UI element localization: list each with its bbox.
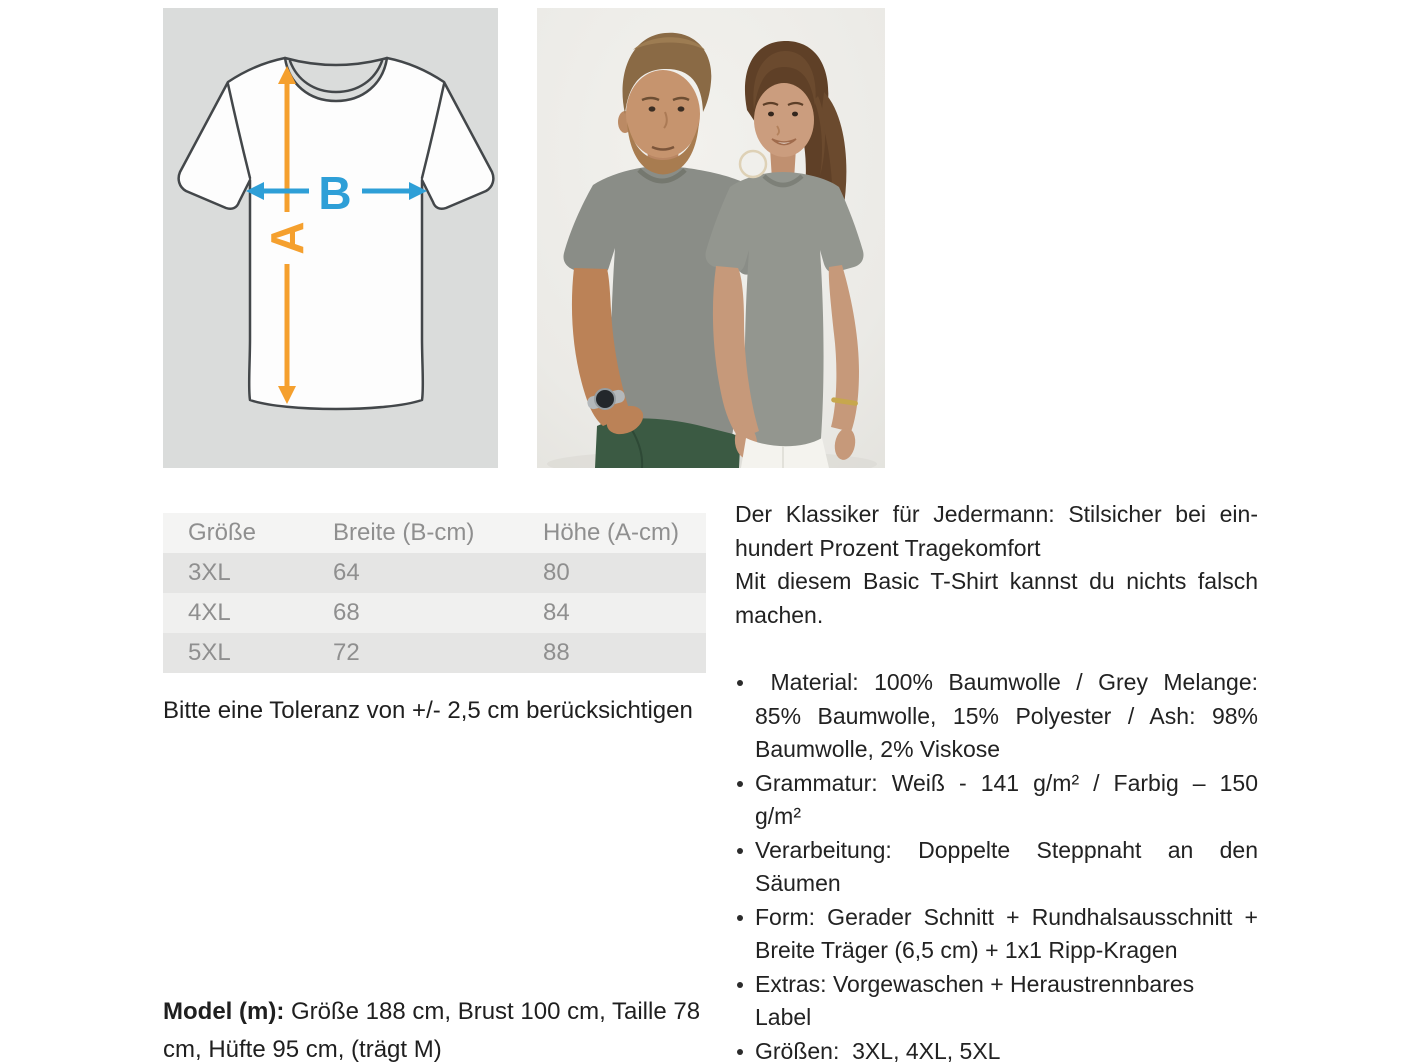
feature-line: Extras: Vorgewaschen + Heraustrennbares [755, 970, 1195, 997]
feature-line: g/m² [755, 803, 801, 829]
feature-line: Verarbeitung: Doppelte Steppnaht an den [755, 836, 1258, 863]
model-info-line2: cm, Hüfte 95 cm, (trägt M) [163, 1036, 442, 1062]
bullet-icon [737, 915, 743, 921]
height-cell: 80 [543, 559, 570, 586]
tolerance-note: Bitte eine Toleranz von +/- 2,5 cm berücksichtigen [163, 697, 693, 724]
size-cell: 3XL [188, 559, 231, 586]
man-face [626, 70, 700, 158]
height-label-a: A [261, 221, 313, 255]
width-cell: 72 [333, 639, 360, 666]
column-header-breite: Breite (B-cm) [333, 519, 475, 546]
bullet-icon [737, 848, 743, 854]
size-cell: 5XL [188, 639, 231, 666]
feature-item-material [735, 666, 1258, 767]
bullet-icon [737, 1049, 743, 1055]
tshirt-measurement-diagram [163, 8, 498, 468]
column-header-groesse: Größe [188, 519, 257, 546]
height-cell: 88 [543, 639, 570, 666]
feature-line: Label [755, 1004, 812, 1030]
size-diagram [163, 8, 498, 468]
feature-line: Säumen [755, 870, 841, 896]
model-info-line1 [163, 993, 753, 1031]
product-description [735, 498, 1258, 1062]
feature-line: 85% Baumwolle, 15% Polyester / Ash: 98% [755, 702, 1258, 729]
description-line: machen. [735, 601, 824, 628]
model-info-label: Model (m): [163, 998, 285, 1025]
description-line: hundert Prozent Tragekomfort [735, 534, 1041, 561]
feature-line: Größen: 3XL, 4XL, 5XL [755, 1037, 1001, 1062]
table-row-5xl [163, 633, 706, 673]
model-info [163, 993, 753, 1062]
bullet-icon [737, 982, 743, 988]
feature-item-verarbeitung [735, 834, 1258, 901]
table-row-3xl [163, 553, 706, 593]
feature-line: Material: 100% Baumwolle / Grey Melange: [755, 669, 1258, 695]
feature-line: Form: Gerader Schnitt + Rundhalsausschnitt + [755, 903, 1258, 930]
height-cell: 84 [543, 599, 570, 626]
couple-photo [537, 8, 885, 468]
width-label-b: B [318, 167, 352, 219]
feature-item-grammatur [735, 767, 1258, 834]
watch [595, 389, 615, 409]
table-row-4xl [163, 593, 706, 633]
product-photo [537, 8, 885, 468]
feature-item-form [735, 901, 1258, 968]
feature-line: Baumwolle, 2% Viskose [755, 736, 1001, 762]
bullet-icon [737, 781, 743, 787]
bullet-icon [737, 680, 743, 686]
feature-item-groessen [735, 1035, 1258, 1062]
size-cell: 4XL [188, 599, 231, 626]
description-line: Der Klassiker für Jedermann: Stilsicher bei ein- [735, 501, 1258, 527]
size-table-header-row [163, 513, 706, 553]
woman-face [754, 83, 814, 157]
model-info-measurements: Größe 188 cm, Brust 100 cm, Taille 78 [284, 998, 701, 1025]
feature-list [735, 666, 1258, 1062]
description-line: Mit diesem Basic T-Shirt kannst du nichts falsch [735, 568, 1258, 594]
feature-line: Grammatur: Weiß - 141 g/m² / Farbig – 150 [755, 769, 1258, 796]
size-table [163, 513, 706, 673]
feature-line: Breite Träger (6,5 cm) + 1x1 Ripp-Kragen [755, 937, 1178, 963]
width-cell: 64 [333, 559, 360, 586]
column-header-hoehe: Höhe (A-cm) [543, 519, 680, 546]
width-cell: 68 [333, 599, 360, 626]
feature-item-extras [735, 968, 1258, 1035]
